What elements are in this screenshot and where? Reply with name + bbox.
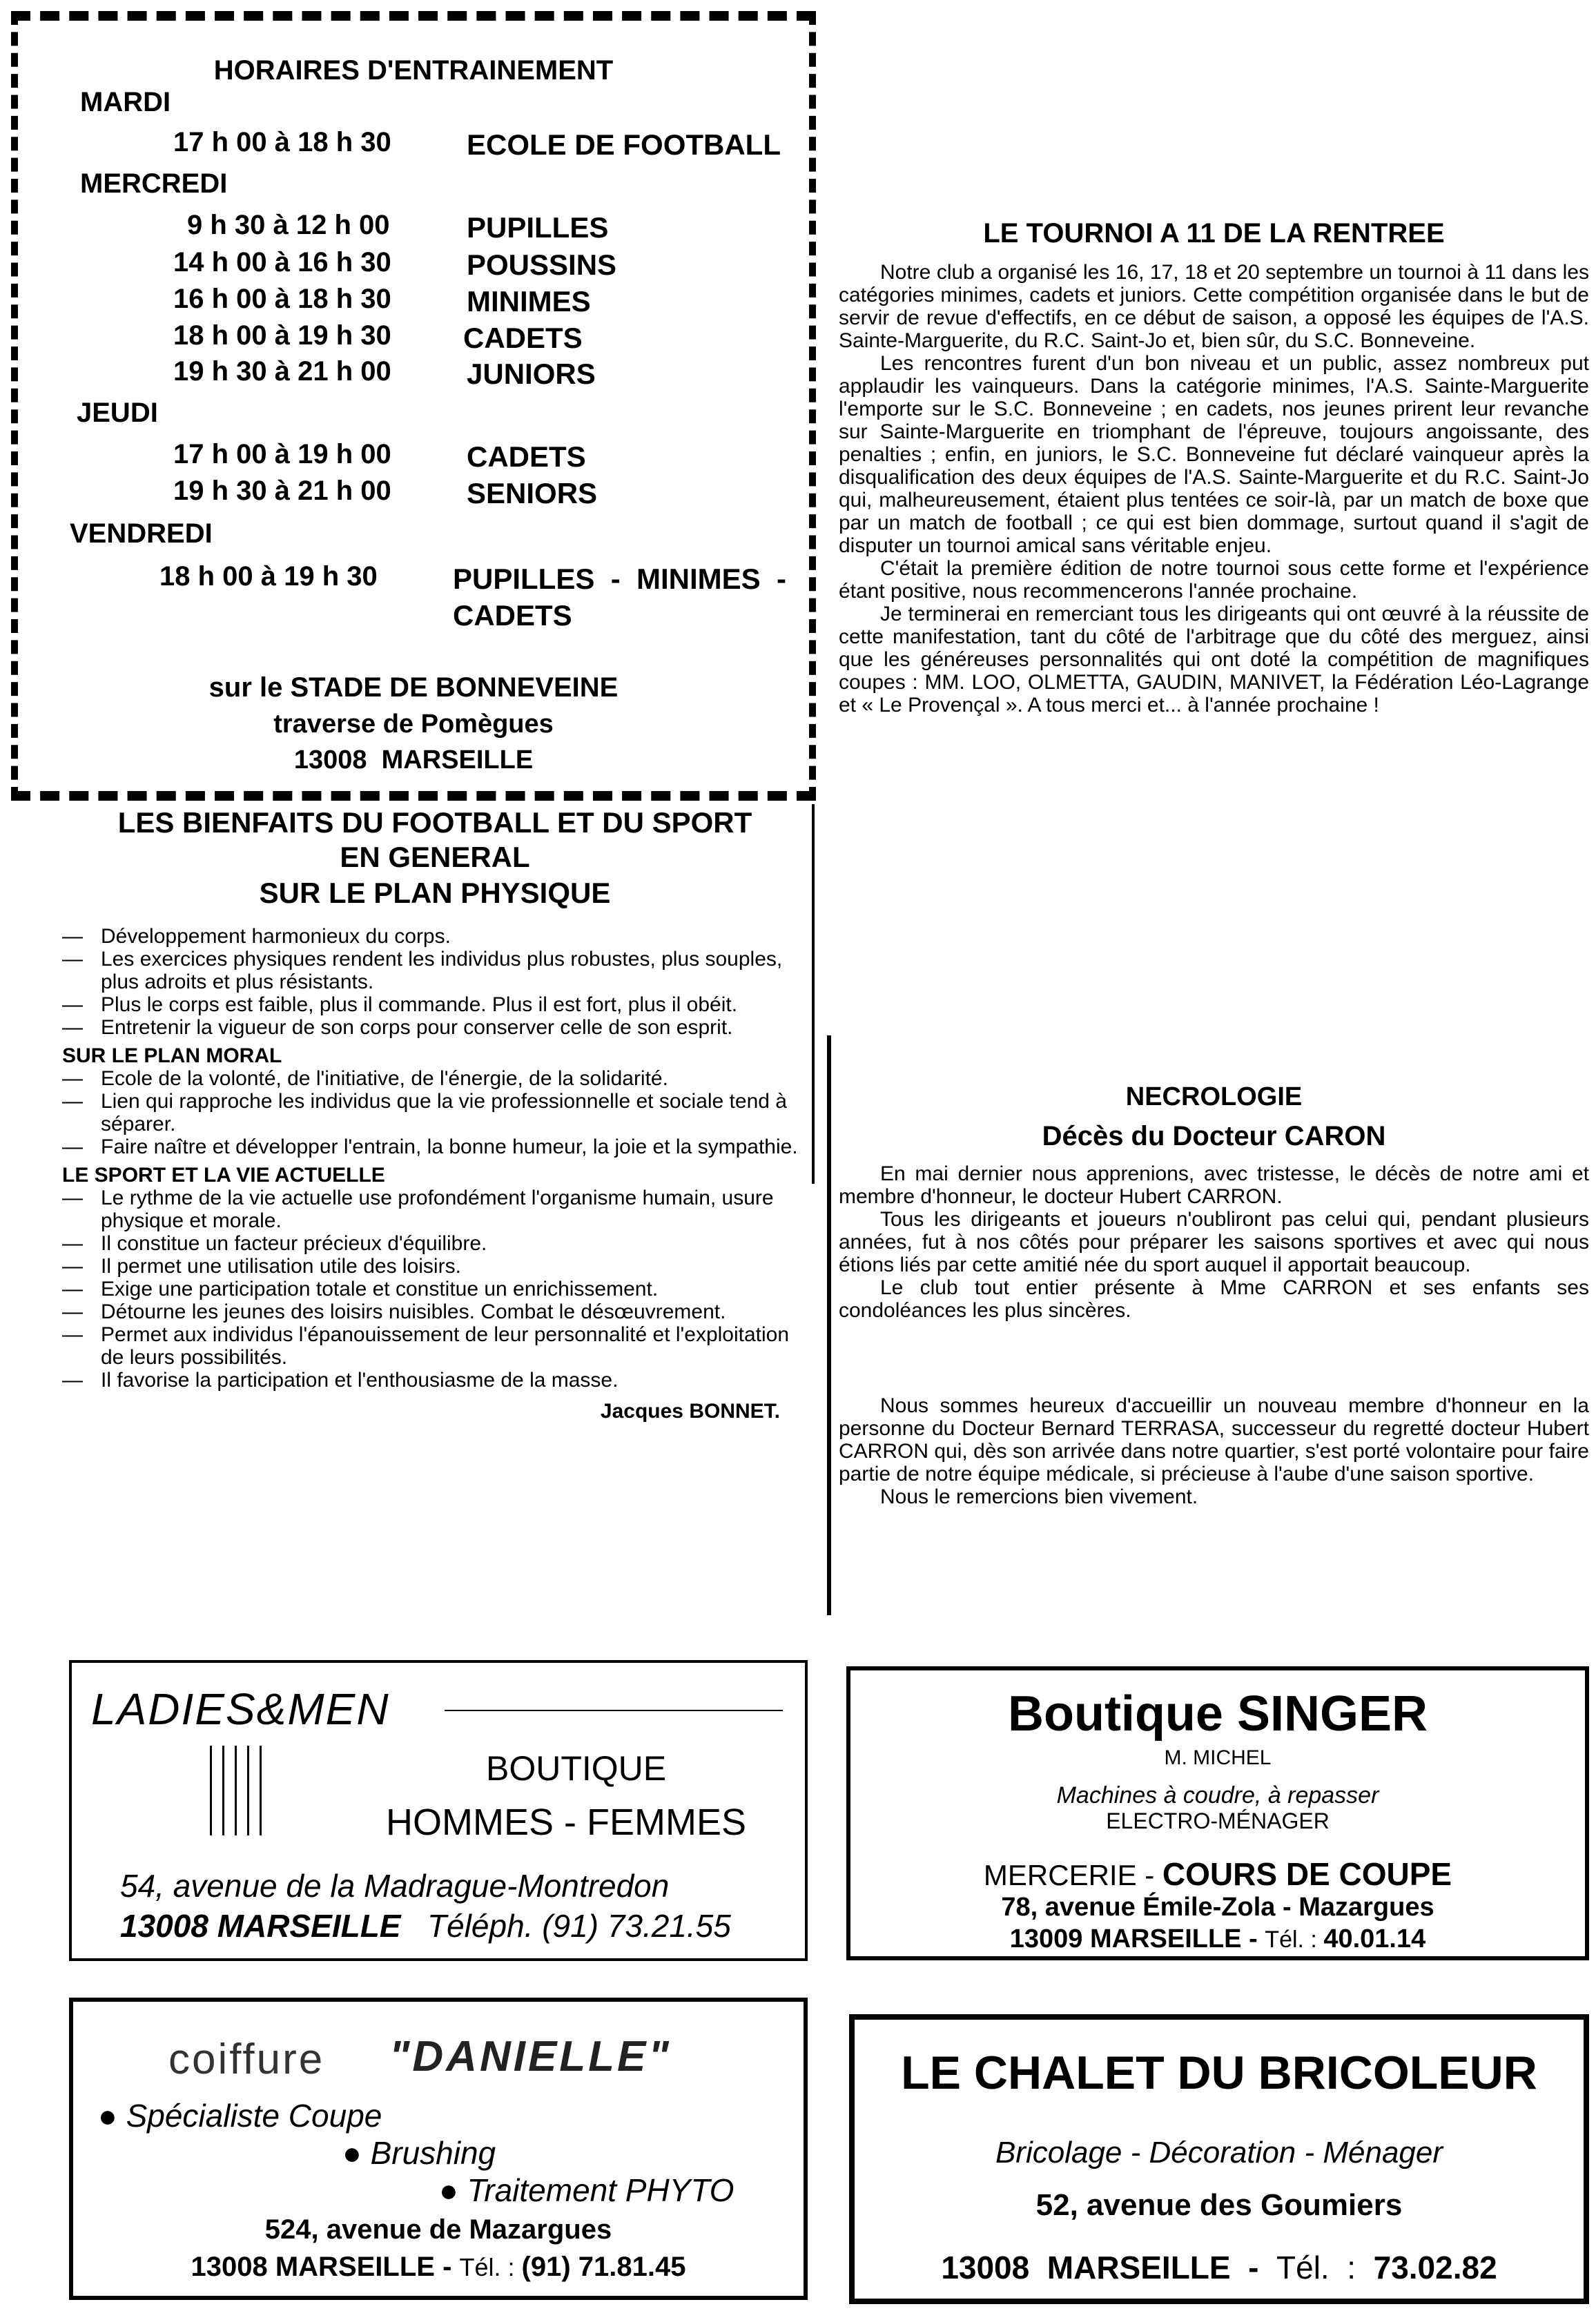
paragraph: Le club tout entier présente à Mme CARRON et ses enfants ses condoléances les plus sincères. (839, 1276, 1589, 1322)
column-divider (812, 804, 815, 1184)
day-wednesday: MERCREDI (80, 168, 228, 199)
list-item: — Il favorise la participation et l'enthousiasme de la masse. (62, 1369, 619, 1392)
signature: Jacques BONNET. (600, 1400, 780, 1423)
modern-life-heading: LE SPORT ET LA VIE ACTUELLE (62, 1164, 385, 1187)
day-thursday: JEUDI (77, 398, 158, 428)
ad-city: 13008 MARSEILLE (120, 1908, 401, 1944)
bullet-icon: ● (342, 2135, 371, 2171)
ad-contact: 13009 MARSEILLE - Tél. : 40.01.14 (1009, 1924, 1426, 1953)
ad-brand: "DANIELLE" (389, 2033, 672, 2080)
list-item: — Permet aux individus l'épanouissement de leur personnalité et l'exploitation de leurs possibilités. (62, 1323, 790, 1369)
category: SENIORS (467, 477, 598, 509)
ad-item: ● Brushing (342, 2135, 496, 2171)
time-slot: 19 h 30 à 21 h 00 (173, 476, 391, 506)
day-tuesday: MARDI (80, 87, 171, 117)
time-slot: 14 h 00 à 16 h 30 (173, 247, 391, 277)
ad-singer (846, 1666, 1589, 1960)
ad-contact: 13008 MARSEILLE - Tél. : 73.02.82 (941, 2250, 1497, 2285)
list-item: — Développement harmonieux du corps. (62, 925, 451, 948)
benefits-subtitle: EN GENERAL (340, 841, 530, 873)
benefits-physical-heading: SUR LE PLAN PHYSIQUE (259, 877, 611, 909)
ad-contact: 13008 MARSEILLE - Tél. : (91) 71.81.45 (191, 2252, 686, 2282)
list-item: — Plus le corps est faible, plus il commande. Plus il est fort, plus il obéit. (62, 993, 738, 1016)
category: CADETS (467, 440, 586, 473)
time-slot: 17 h 00 à 18 h 30 (173, 127, 391, 157)
ad-brand: LADIES&MEN (91, 1684, 390, 1734)
time-slot: 18 h 00 à 19 h 30 (159, 561, 378, 592)
ad-ladies-men (69, 1660, 808, 1961)
paragraph: Nous le remercions bien vivement. (880, 1485, 1198, 1508)
benefits-body (62, 925, 808, 1423)
ad-line: BOUTIQUE (486, 1749, 667, 1788)
venue-street: traverse de Pomègues (273, 710, 554, 739)
ad-phone: Téléph. (91) 73.21.55 (427, 1908, 731, 1944)
ad-chalet-bricoleur (849, 2014, 1589, 2304)
list-item: — Il permet une utilisation utile des loisirs. (62, 1255, 461, 1278)
time-slot: 9 h 30 à 12 h 00 (187, 210, 390, 240)
schedule-content (11, 11, 816, 801)
category: JUNIORS (467, 358, 596, 390)
list-item: — Il constitue un facteur précieux d'équilibre. (62, 1232, 487, 1255)
welcome-body (839, 1394, 1589, 1508)
paragraph: Je terminerai en remerciant tous les dirigeants qui ont œuvré à la réussite de cette manifestation, tant du côté de l'arbitrage que du côté des merguez, ainsi que les généreuses personnalités qui ont doté la compétition de magnifiques coupes : MM. LOO, OLMETTA, GAUDIN, MANIVET, la Fédération Léo-Lagrange et « Le Provençal ». A tous merci et... à l'année prochaine ! (839, 603, 1589, 716)
decorative-rule (445, 1710, 783, 1711)
venue-stadium: sur le STADE DE BONNEVEINE (208, 672, 619, 703)
list-item: — Ecole de la volonté, de l'initiative, de l'énergie, de la solidarité. (62, 1067, 668, 1090)
list-item: — Lien qui rapproche les individus que la vie professionnelle et sociale tend à séparer. (62, 1090, 787, 1135)
category: MINIMES (467, 285, 591, 318)
ad-title: Boutique SINGER (1008, 1686, 1428, 1742)
moral-heading: SUR LE PLAN MORAL (62, 1044, 282, 1067)
paragraph: Nous sommes heureux d'accueillir un nouveau membre d'honneur en la personne du Docteur Bernard TERRASA, successeur du regretté docteur Hubert CARRON qui, dès son arrivée dans notre quartier, s'est porté volontaire pour faire partie de notre équipe médicale, si précieuse à l'aube d'une saison sportive. (839, 1394, 1589, 1485)
ad-address: 52, avenue des Goumiers (1035, 2188, 1403, 2222)
list-item: — Entretenir la vigueur de son corps pour conserver celle de son esprit. (62, 1016, 733, 1039)
bullet-icon: ● (439, 2172, 467, 2208)
ad-line: HOMMES - FEMMES (386, 1802, 746, 1843)
time-slot: 18 h 00 à 19 h 30 (173, 320, 391, 351)
list-item: — Exige une participation totale et constitue un enrichissement. (62, 1278, 659, 1300)
necrology-body (839, 1162, 1589, 1322)
category: PUPILLES (467, 211, 609, 244)
ad-address: 78, avenue Émile-Zola - Mazargues (1001, 1893, 1434, 1922)
ad-line: ELECTRO-MÉNAGER (1106, 1808, 1330, 1833)
category: CADETS (453, 599, 572, 632)
ad-owner: M. MICHEL (1164, 1746, 1272, 1769)
ad-title: LE CHALET DU BRICOLEUR (901, 2047, 1537, 2099)
venue-city: 13008 MARSEILLE (293, 745, 534, 774)
ad-line: Machines à coudre, à repasser (1056, 1782, 1379, 1808)
necrology-subtitle: Décès du Docteur CARON (1042, 1121, 1386, 1151)
category: CADETS (463, 322, 583, 354)
list-item: — Le rythme de la vie actuelle use profondément l'organisme humain, usure physique et morale. (62, 1187, 774, 1232)
schedule-title: HORAIRES D'ENTRAINEMENT (213, 55, 614, 86)
benefits-title: LES BIENFAITS DU FOOTBALL ET DU SPORT (117, 806, 752, 839)
paragraph: En mai dernier nous apprenions, avec tristesse, le décès de notre ami et membre d'honneur, le docteur Hubert CARRON. (839, 1162, 1589, 1208)
ad-address: 54, avenue de la Madrague-Montredon (120, 1868, 670, 1904)
tournament-body (839, 261, 1589, 716)
column-divider (827, 1035, 831, 1615)
paragraph: Tous les dirigeants et joueurs n'oubliront pas celui qui, pendant plusieurs années, fut à nos côtés pour préparer les saisons sportives et avec qui nous étions liés par cette amitié née du sport auquel il apportait beaucoup. (839, 1208, 1589, 1276)
time-slot: 17 h 00 à 19 h 00 (173, 439, 391, 469)
paragraph: Notre club a organisé les 16, 17, 18 et 20 septembre un tournoi à 11 dans les catégories minimes, cadets et juniors. Cette compétition organisée dans le but de servir de revue d'effectifs, en ce début de saison, a opposé les équipes de l'A.S. Sainte-Marguerite, du R.C. Saint-Jo et, bien sûr, du S.C. Bonneveine. (839, 261, 1589, 352)
category: POUSSINS (467, 248, 617, 281)
necrology-title: NECROLOGIE (1125, 1082, 1303, 1111)
ad-address: 524, avenue de Mazargues (264, 2214, 612, 2245)
paragraph: C'était la première édition de notre tournoi sous cette forme et l'expérience étant positive, nous recommencerons l'année prochaine. (839, 557, 1589, 603)
paragraph: Les rencontres furent d'un bon niveau et un public, assez nombreux put applaudir les vainqueurs. Dans la catégorie minimes, l'A.S. Sainte-Marguerite l'emporte sur le S.C. Bonneveine ; en cadets, nos jeunes prirent leur revanche sur Sainte-Marguerite en triomphant de l'épreuve, toujours angoissante, des penalties ; enfin, en juniors, le S.C. Bonneveine fut déclaré vainqueur après la disqualification des deux équipes de l'A.S. Sainte-Marguerite et du R.C. Saint-Jo qui, malheureusement, étaient plus tentées ce soir-là, par un match de boxe que par un match de football ; ce qui est bien dommage, surtout quand il s'agit de disputer un tournoi amical sans véritable enjeu. (839, 352, 1589, 557)
ad-item: ● Spécialiste Coupe (98, 2098, 382, 2134)
category: PUPILLES - MINIMES - (453, 563, 787, 595)
tournament-title: LE TOURNOI A 11 DE LA RENTREE (983, 218, 1445, 248)
day-friday: VENDREDI (70, 518, 213, 549)
ad-item: ● Traitement PHYTO (439, 2172, 734, 2208)
ad-coiffure-danielle (69, 1998, 808, 2300)
list-item: — Les exercices physiques rendent les individus plus robustes, plus souples, plus adroits et plus résistants. (62, 948, 783, 993)
ad-line: Bricolage - Décoration - Ménager (995, 2136, 1443, 2169)
ad-services: MERCERIE - COURS DE COUPE (983, 1856, 1452, 1892)
list-item: — Faire naître et développer l'entrain, la bonne humeur, la joie et la sympathie. (62, 1135, 798, 1158)
time-slot: 16 h 00 à 18 h 30 (173, 284, 391, 314)
ad-word: coiffure (168, 2036, 325, 2083)
list-item: — Détourne les jeunes des loisirs nuisibles. Combat le désœuvrement. (62, 1300, 726, 1323)
bullet-icon: ● (98, 2098, 126, 2134)
time-slot: 19 h 30 à 21 h 00 (173, 356, 391, 387)
category: ECOLE DE FOOTBALL (467, 128, 781, 161)
